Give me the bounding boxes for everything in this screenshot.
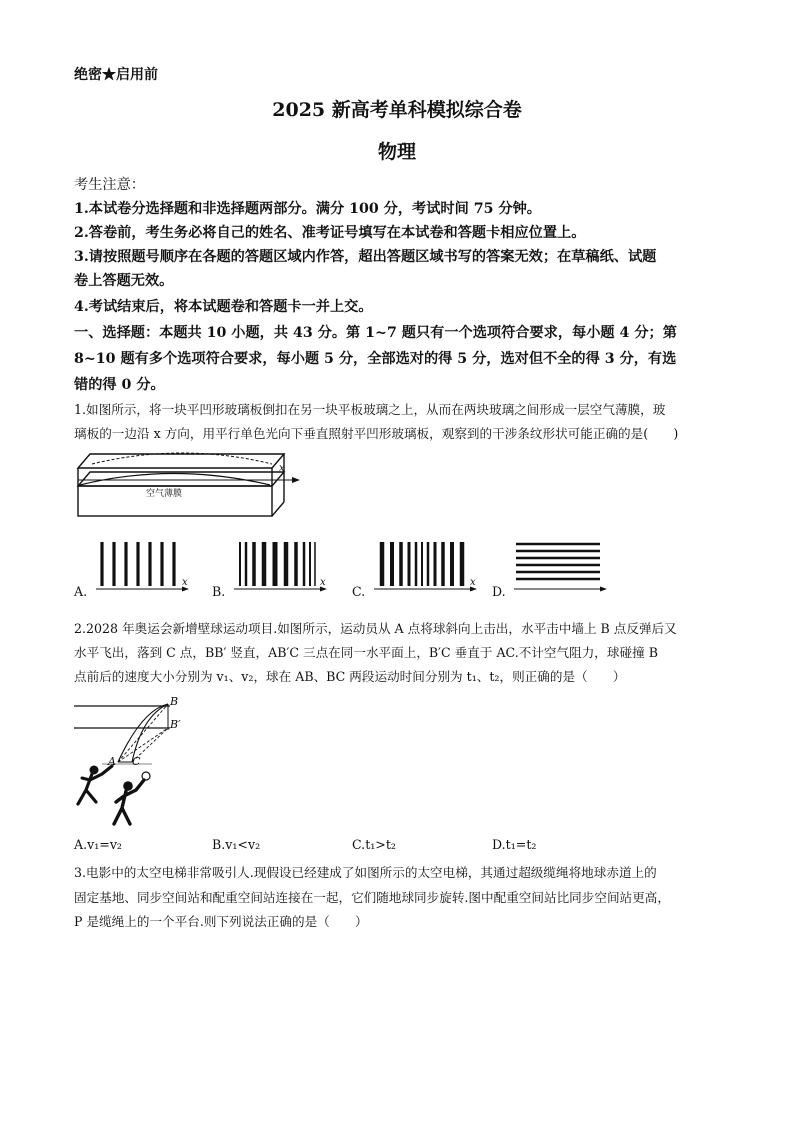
q2-label-b: B [170, 695, 179, 708]
q3-text: 固定基地、同步空间站和配重空间站连接在一起，它们随地球同步旋转.图中配重空间站比同步空间站更高， [74, 890, 670, 905]
q1-text: 1.如图所示，将一块平凹形玻璃板倒扣在另一块平板玻璃之上，从而在两块玻璃之间形成一层空气薄膜，玻 [74, 402, 666, 417]
secret-mark: 绝密★启用前 [74, 67, 158, 83]
section-instruction: 一、选择题：本题共 10 小题，共 43 分。第 1~7 题只有一个选项符合要求，每小题 4 分；第 [74, 325, 677, 341]
section-instruction: 错的得 0 分。 [74, 377, 165, 393]
q2-option-d[interactable]: D.t₁=t₂ [492, 837, 537, 852]
q2-label-b-prime: B′ [170, 718, 181, 731]
note-item: 3.请按照题号顺序在各题的答题区域内作答，超出答题区域书写的答案无效；在草稿纸、试题 [74, 249, 657, 265]
q2-option-b[interactable]: B.v₁<v₂ [212, 837, 261, 852]
q1-fringe-d [514, 540, 614, 596]
note-item: 4.考试结束后，将本试题卷和答题卡一并上交。 [74, 299, 373, 315]
q1-film-label: 空气薄膜 [146, 489, 183, 499]
q3-text: 3.电影中的太空电梯非常吸引人.现假设已经建成了如图所示的太空电梯，其通过超级缆绳将地球赤道上的 [74, 865, 657, 880]
exam-title: 2025 新高考单科模拟综合卷 [272, 99, 522, 121]
q1-fringe-b [234, 540, 334, 596]
q1-option-d[interactable]: D. [492, 584, 506, 599]
q1-axis-label: x [470, 577, 476, 588]
q1-glass-figure [72, 446, 302, 524]
note-item: 1.本试卷分选择题和非选择题两部分。满分 100 分，考试时间 75 分钟。 [74, 201, 541, 217]
q2-text: 点前后的速度大小分别为 v₁、v₂，球在 AB、BC 两段运动时间分别为 t₁、t₂，则正确的是（ ） [74, 669, 626, 684]
subject-title: 物理 [377, 141, 416, 163]
q2-option-a[interactable]: A.v₁=v₂ [74, 837, 122, 852]
q2-text: 水平飞出，落到 C 点，BB′ 竖直，AB′C 三点在同一水平面上，B′C 垂直于 AC.不计空气阻力，球碰撞 B [74, 645, 658, 660]
q2-text: 2.2028 年奥运会新增壁球运动项目.如图所示，运动员从 A 点将球斜向上击出，水平击中墙上 B 点反弹后又 [74, 621, 677, 636]
q1-axis-label: x [279, 463, 285, 474]
note-item: 2.答卷前，考生务必将自己的姓名、准考证号填写在本试卷和答题卡相应位置上。 [74, 225, 586, 241]
q1-axis-label: x [320, 577, 326, 588]
q2-label-c: C [132, 755, 141, 768]
q1-option-c[interactable]: C. [352, 584, 366, 599]
q1-option-b[interactable]: B. [212, 584, 226, 599]
note-item: 卷上答题无效。 [74, 273, 174, 289]
q1-option-a[interactable]: A. [74, 584, 88, 599]
notes-heading: 考生注意： [74, 177, 145, 193]
q1-text: 璃板的一边沿 x 方向，用平行单色光向下垂直照射平凹形玻璃板，观察到的干涉条纹形状可能正确的是( ) [74, 426, 679, 441]
section-instruction: 8~10 题有多个选项符合要求，每小题 5 分，全部选对的得 5 分，选对但不全的得 3 分，有选 [74, 351, 677, 367]
q1-fringe-c [374, 540, 484, 596]
q1-fringe-a [96, 540, 196, 596]
q2-option-c[interactable]: C.t₁>t₂ [352, 837, 396, 852]
q2-label-a: A [108, 755, 116, 768]
q1-axis-label: x [182, 577, 188, 588]
q3-text: P 是缆绳上的一个平台.则下列说法正确的是（ ） [74, 914, 368, 929]
